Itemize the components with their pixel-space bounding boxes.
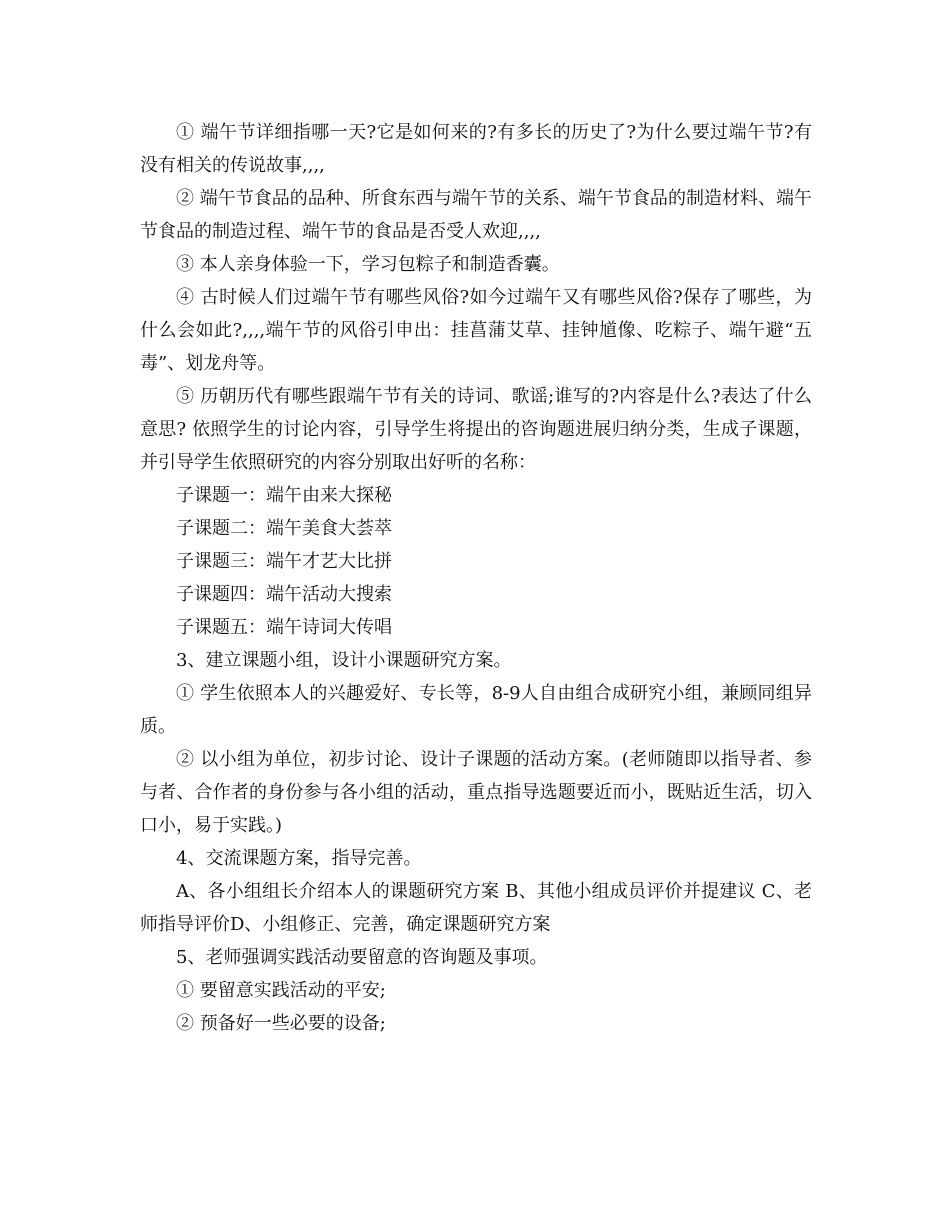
document-body [140,116,812,1040]
paragraph-poems: ⑤ 历朝历代有哪些跟端午节有关的诗词、歌谣;谁写的?内容是什么?表达了什么意思? 依照学生的讨论内容，引导学生将提出的咨询题进展归纳分类，生成子课题，并引导学生依照研究的内容分别取出好听的名称： [140,386,812,473]
subtopic-2: 子课题二：端午美食大荟萃 [176,518,392,539]
section-heading-4: 4、交流课题方案，指导完善。 [176,848,422,869]
paragraph-question-origin: ① 端午节详细指哪一天?它是如何来的?有多长的历史了?为什么要过端午节?有没有相关的传说故事,,,, [140,122,812,176]
subtopic-4: 子课题四：端午活动大搜索 [176,584,392,605]
subtopic-3: 子课题三：端午才艺大比拼 [176,551,392,572]
paragraph-customs: ④ 古时候人们过端午节有哪些风俗?如今过端午又有哪些风俗?保存了哪些，为什么会如此?,,,,端午节的风俗引申出：挂菖蒲艾草、挂钟馗像、吃粽子、端午避“五毒”、划龙舟等。 [140,287,812,374]
paragraph-group-formation: ① 学生依照本人的兴趣爱好、专长等，8-9人自由组合成研究小组，兼顾同组异质。 [140,683,812,737]
paragraph-safety: ① 要留意实践活动的平安; [176,980,386,1001]
paragraph-plan-steps: A、各小组组长介绍本人的课题研究方案 B、其他小组成员评价并提建议 C、老师指导评价D、小组修正、完善，确定课题研究方案 [140,881,812,935]
subtopic-5: 子课题五：端午诗词大传唱 [176,617,392,638]
subtopic-1: 子课题一：端午由来大探秘 [176,485,392,506]
section-heading-5: 5、老师强调实践活动要留意的咨询题及事项。 [176,947,548,968]
paragraph-equipment: ② 预备好一些必要的设备; [176,1013,386,1034]
paragraph-experience: ③ 本人亲身体验一下，学习包粽子和制造香囊。 [176,254,560,275]
paragraph-group-design: ② 以小组为单位，初步讨论、设计子课题的活动方案。(老师随即以指导者、参与者、合作者的身份参与各小组的活动，重点指导选题要近而小，既贴近生活，切入口小，易于实践。) [140,749,812,836]
paragraph-question-food: ② 端午节食品的品种、所食东西与端午节的关系、端午节食品的制造材料、端午节食品的制造过程、端午节的食品是否受人欢迎,,,, [140,188,812,242]
section-heading-3: 3、建立课题小组，设计小课题研究方案。 [176,650,512,671]
